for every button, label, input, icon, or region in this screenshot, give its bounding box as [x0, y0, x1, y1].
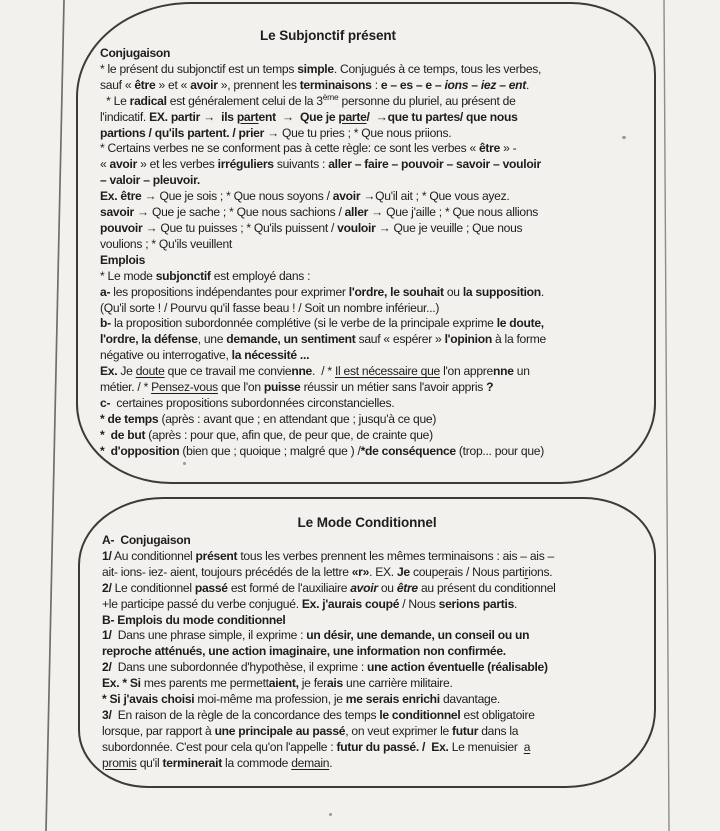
text-line: * de temps (après : avant que ; en attendant que ; jusqu'à ce que)	[100, 411, 437, 426]
text-line: – valoir – pleuvoir.	[100, 173, 200, 188]
scan-speckle	[329, 813, 332, 816]
text-line: l'ordre, la défense, une demande, un sentiment sauf « espérer » l'opinion à la forme	[100, 332, 546, 347]
text-line: * le présent du subjonctif est un temps simple. Conjugués à ce temps, tous les verbes,	[100, 61, 542, 76]
text-line: 1/ Dans une phrase simple, il exprime : un désir, une demande, un conseil ou un	[102, 628, 530, 643]
text-line: métier. / * Pensez-vous que l'on puisse réussir un métier sans l'avoir appris ?	[100, 380, 494, 395]
text-line: lorsque, par rapport à une principale au passé, on veut exprimer le futur dans la	[102, 723, 519, 738]
text-line: * Le mode subjonctif est employé dans :	[100, 268, 311, 283]
text-line: c- certaines propositions subordonnées circonstancielles.	[100, 395, 395, 410]
text-line: B- Emplois du mode conditionnel	[102, 612, 286, 627]
text-line: 3/ En raison de la règle de la concordance des temps le conditionnel est obligatoire	[102, 707, 535, 722]
box-body	[78, 44, 654, 460]
text-line: A- Conjugaison	[102, 533, 191, 547]
text-line: Conjugaison	[100, 46, 171, 60]
text-line: a- les propositions indépendantes pour exprimer l'ordre, le souhait ou la supposition.	[100, 284, 544, 299]
text-line: Ex. Je doute que ce travail me convienne. / * Il est nécessaire que l'on apprenne un	[100, 364, 530, 379]
text-line: partions / qu'ils partent. / prier → Que tu pries ; * Que nous priions.	[100, 125, 452, 140]
lesson-box-subjonctif	[76, 2, 656, 484]
text-line: Ex. être → Que je sois ; * Que nous soyons / avoir →Qu'il ait ; * Que vous ayez.	[100, 189, 510, 204]
text-line: 1/ Au conditionnel présent tous les verbes prennent les mêmes terminaisons : ais – ais –	[102, 548, 554, 563]
text-line: négative ou interrogative, la nécessité ...	[100, 348, 310, 363]
text-line: Ex. * Si mes parents me permettaient, je ferais une carrière militaire.	[102, 676, 453, 691]
text-line: Emplois	[100, 252, 146, 267]
text-line: « avoir » et les verbes irréguliers suivants : aller – faire – pouvoir – savoir – vouloir	[100, 157, 541, 172]
text-line: 2/ Le conditionnel passé est formé de l'auxiliaire avoir ou être au présent du conditionnel	[102, 580, 556, 595]
text-line: savoir → Que je sache ; * Que nous sachions / aller → Que j'aille ; * Que nous allions	[100, 205, 539, 220]
text-line: * Le radical est généralement celui de la 3ème personne du pluriel, au présent de	[100, 91, 516, 108]
text-line: ait- ions- iez- aient, toujours précédés de la lettre «r». EX. Je couperais / Nous partirions.	[102, 564, 553, 579]
text-line: +le participe passé du verbe conjugué. Ex. j'aurais coupé / Nous serions partis.	[102, 596, 518, 611]
text-line: subordonnée. C'est pour cela qu'on l'appelle : futur du passé. / Ex. Le menuisier a	[102, 739, 531, 754]
text-line: * d'opposition (bien que ; quoique ; malgré que ) /*de conséquence (trop... pour que)	[100, 443, 544, 458]
page-edge-line-right	[664, 0, 669, 831]
text-line: * Certains verbes ne se conforment pas à cette règle: ce sont les verbes « être » -	[100, 141, 517, 156]
text-line: * de but (après : pour que, afin que, de peur que, de crainte que)	[100, 427, 433, 442]
text-line: l'indicatif. EX. partir → ils partent → Que je parte/ →que tu partes/ que nous	[100, 109, 518, 124]
box-body	[80, 531, 654, 772]
page-edge-line-left	[46, 0, 64, 831]
text-line: promis qu'il terminerait la commode demain.	[102, 755, 333, 770]
text-line: b- la proposition subordonnée complétive (si le verbe de la principale exprime le doute,	[100, 316, 544, 331]
box-title: Le Mode Conditionnel	[297, 515, 437, 530]
text-line: 2/ Dans une subordonnée d'hypothèse, il exprime : une action éventuelle (réalisable)	[102, 660, 548, 675]
text-line: voulions ; * Qu'ils veuillent	[100, 236, 232, 251]
text-line: (Qu'il sorte ! / Pourvu qu'il fasse beau ! / Soit un nombre inférieur...)	[100, 300, 440, 315]
text-line: pouvoir → Que tu puisses ; * Qu'ils puissent / vouloir → Que je veuille ; Que nous	[100, 220, 523, 235]
text-line: sauf « être » et « avoir », prennent les terminaisons : e – es – e – ions – iez – ent.	[100, 77, 530, 92]
box-title: Le Subjonctif présent	[260, 28, 396, 43]
text-line: reproche atténués, une action imaginaire, une information non confirmée.	[102, 644, 506, 659]
text-line: * Si j'avais choisi moi-même ma profession, je me serais enrichi davantage.	[102, 692, 501, 707]
lesson-box-conditionnel	[78, 497, 656, 788]
